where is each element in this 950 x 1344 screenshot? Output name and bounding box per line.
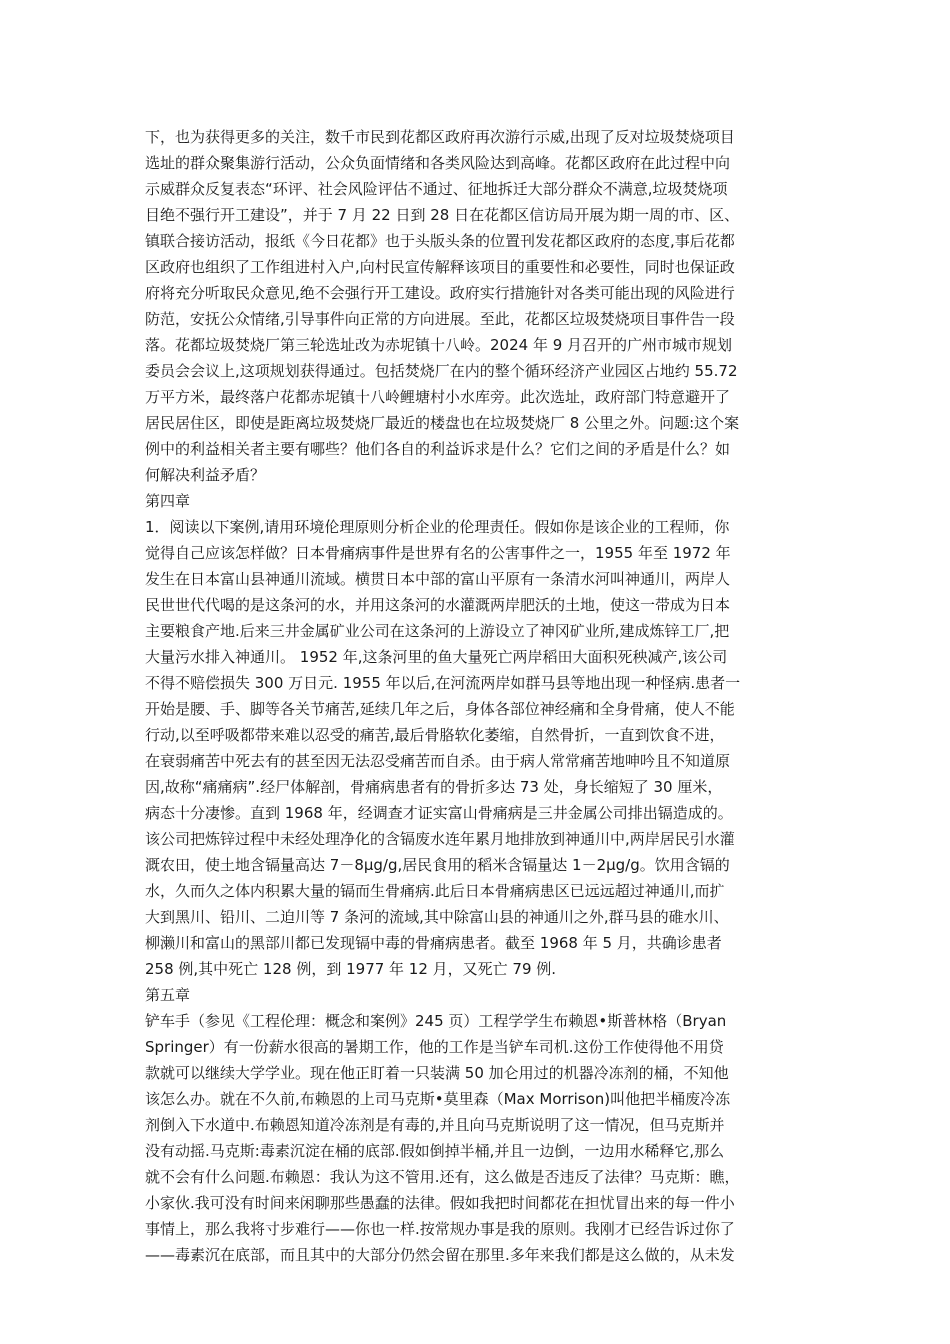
text-line: 1．阅读以下案例,请用环境伦理原则分析企业的伦理责任。假如你是该企业的工程师，你	[145, 518, 730, 536]
text-line: 水，久而久之体内积累大量的镉而生骨痛病.此后日本骨痛病患区已远远超过神通川,而扩	[145, 882, 725, 900]
text-line: 病态十分凄惨。直到 1968 年，经调查才证实富山骨痛病是三井金属公司排出镉造成的。	[145, 804, 733, 822]
text-line: 委员会会议上,这项规划获得通过。包括焚烧厂在内的整个循环经济产业园区占地约 55.72	[145, 362, 738, 380]
text-line: 选址的群众聚集游行活动，公众负面情绪和各类风险达到高峰。花都区政府在此过程中向	[145, 154, 731, 172]
text-line: 觉得自己应该怎样做？日本骨痛病事件是世界有名的公害事件之一，1955 年至 1972 年	[145, 544, 731, 562]
text-line: 溉农田，使土地含镉量高达 7－8μg/g,居民食用的稻米含镉量达 1－2μg/g。饮用含镉的	[145, 856, 730, 874]
text-line: 剂倒入下水道中.布赖恩知道冷冻剂是有毒的,并且向马克斯说明了这一情况，但马克斯并	[145, 1116, 725, 1134]
text-line: Springer）有一份薪水很高的暑期工作，他的工作是当铲车司机.这份工作使得他不用贷	[145, 1038, 724, 1056]
text-line: 258 例,其中死亡 128 例，到 1977 年 12 月，又死亡 79 例.	[145, 960, 557, 978]
text-line: 该怎么办。就在不久前,布赖恩的上司马克斯•莫里森（Max Morrison)叫他把半桶废冷冻	[145, 1090, 731, 1108]
text-line: 居民居住区，即使是距离垃圾焚烧厂最近的楼盘也在垃圾焚烧厂 8 公里之外。问题:这个案	[145, 414, 740, 432]
text-line: 府将充分听取民众意见,绝不会强行开工建设。政府实行措施针对各类可能出现的风险进行	[145, 284, 735, 302]
text-line: 发生在日本富山县神通川流域。横贯日本中部的富山平原有一条清水河叫神通川，两岸人	[145, 570, 731, 588]
text-line: 民世世代代喝的是这条河的水，并用这条河的水灌溉两岸肥沃的土地，使这一带成为日本	[145, 596, 731, 614]
text-line: 事情上，那么我将寸步难行——你也一样.按常规办事是我的原则。我刚才已经告诉过你了	[145, 1220, 735, 1238]
text-line: 第五章	[145, 986, 191, 1004]
text-line: 镇联合接访活动，报纸《今日花都》也于头版头条的位置刊发花都区政府的态度,事后花都	[145, 232, 735, 250]
text-line: 款就可以继续大学学业。现在他正盯着一只装满 50 加仑用过的机器冷冻剂的桶，不知他	[145, 1064, 729, 1082]
text-line: 行动,以至呼吸都带来难以忍受的痛苦,最后骨胳软化萎缩，自然骨折，一直到饮食不进，	[145, 726, 725, 744]
text-line: 开始是腰、手、脚等各关节痛苦,延续几年之后，身体各部位神经痛和全身骨痛，使人不能	[145, 700, 735, 718]
text-line: 铲车手（参见《工程伦理：概念和案例》245 页）工程学学生布赖恩•斯普林格（Bryan	[145, 1012, 727, 1030]
text-line: 柳濑川和富山的黑部川都已发现镉中毒的骨痛病患者。截至 1968 年 5 月，共确诊患者	[145, 934, 722, 952]
text-line: 示威群众反复表态“环评、社会风险评估不通过、征地拆迁大部分群众不满意,垃圾焚烧项	[145, 180, 728, 198]
text-line: 因,故称“痛痛病”.经尸体解剖，骨痛病患者有的骨折多达 73 处，身长缩短了 30 厘米，	[145, 778, 723, 796]
text-line: 何解决利益矛盾？	[145, 466, 266, 484]
text-line: 目绝不强行开工建设”，并于 7 月 22 日到 28 日在花都区信访局开展为期一周的市、区、	[145, 206, 740, 224]
text-line: ——毒素沉在底部，而且其中的大部分仍然会留在那里.多年来我们都是这么做的，从未发	[145, 1246, 735, 1264]
text-line: 不得不赔偿损失 300 万日元. 1955 年以后,在河流两岸如群马县等地出现一种怪病.患者一	[145, 674, 741, 692]
text-line: 就不会有什么问题.布赖恩：我认为这不管用.还有，这么做是否违反了法律？马克斯：瞧，	[145, 1168, 740, 1186]
text-line: 该公司把炼锌过程中未经处理净化的含镉废水连年累月地排放到神通川中,两岸居民引水灌	[145, 830, 735, 848]
document-body	[145, 124, 813, 1268]
text-line: 防范，安抚公众情绪,引导事件向正常的方向进展。至此，花都区垃圾焚烧项目事件告一段	[145, 310, 735, 328]
text-line: 在衰弱痛苦中死去有的甚至因无法忍受痛苦而自杀。由于病人常常痛苦地呻吟且不知道原	[145, 752, 731, 770]
text-line: 大到黑川、铅川、二迫川等 7 条河的流域,其中除富山县的神通川之外,群马县的碓水川、	[145, 908, 729, 926]
text-line: 例中的利益相关者主要有哪些？他们各自的利益诉求是什么？它们之间的矛盾是什么？如	[145, 440, 731, 458]
text-line: 第四章	[145, 492, 191, 510]
text-line: 下，也为获得更多的关注，数千市民到花都区政府再次游行示威,出现了反对垃圾焚烧项目	[145, 128, 735, 146]
text-line: 落。花都垃圾焚烧厂第三轮选址改为赤坭镇十八岭。2024 年 9 月召开的广州市城市规划	[145, 336, 733, 354]
text-line: 大量污水排入神通川。 1952 年,这条河里的鱼大量死亡两岸稻田大面积死秧减产,该公司	[145, 648, 728, 666]
text-line: 万平方米，最终落户花都赤坭镇十八岭鲤塘村小水库旁。此次选址，政府部门特意避开了	[145, 388, 731, 406]
text-line: 没有动摇.马克斯:毒素沉淀在桶的底部.假如倒掉半桶,并且一边倒，一边用水稀释它,那么	[145, 1142, 725, 1160]
text-line: 区政府也组织了工作组进村入户,向村民宣传解释该项目的重要性和必要性，同时也保证政	[145, 258, 735, 276]
text-line: 主要粮食产地.后来三井金属矿业公司在这条河的上游设立了神冈矿业所,建成炼锌工厂,把	[145, 622, 730, 640]
text-line: 小家伙.我可没有时间来闲聊那些愚蠢的法律。假如我把时间都花在担忧冒出来的每一件小	[145, 1194, 735, 1212]
